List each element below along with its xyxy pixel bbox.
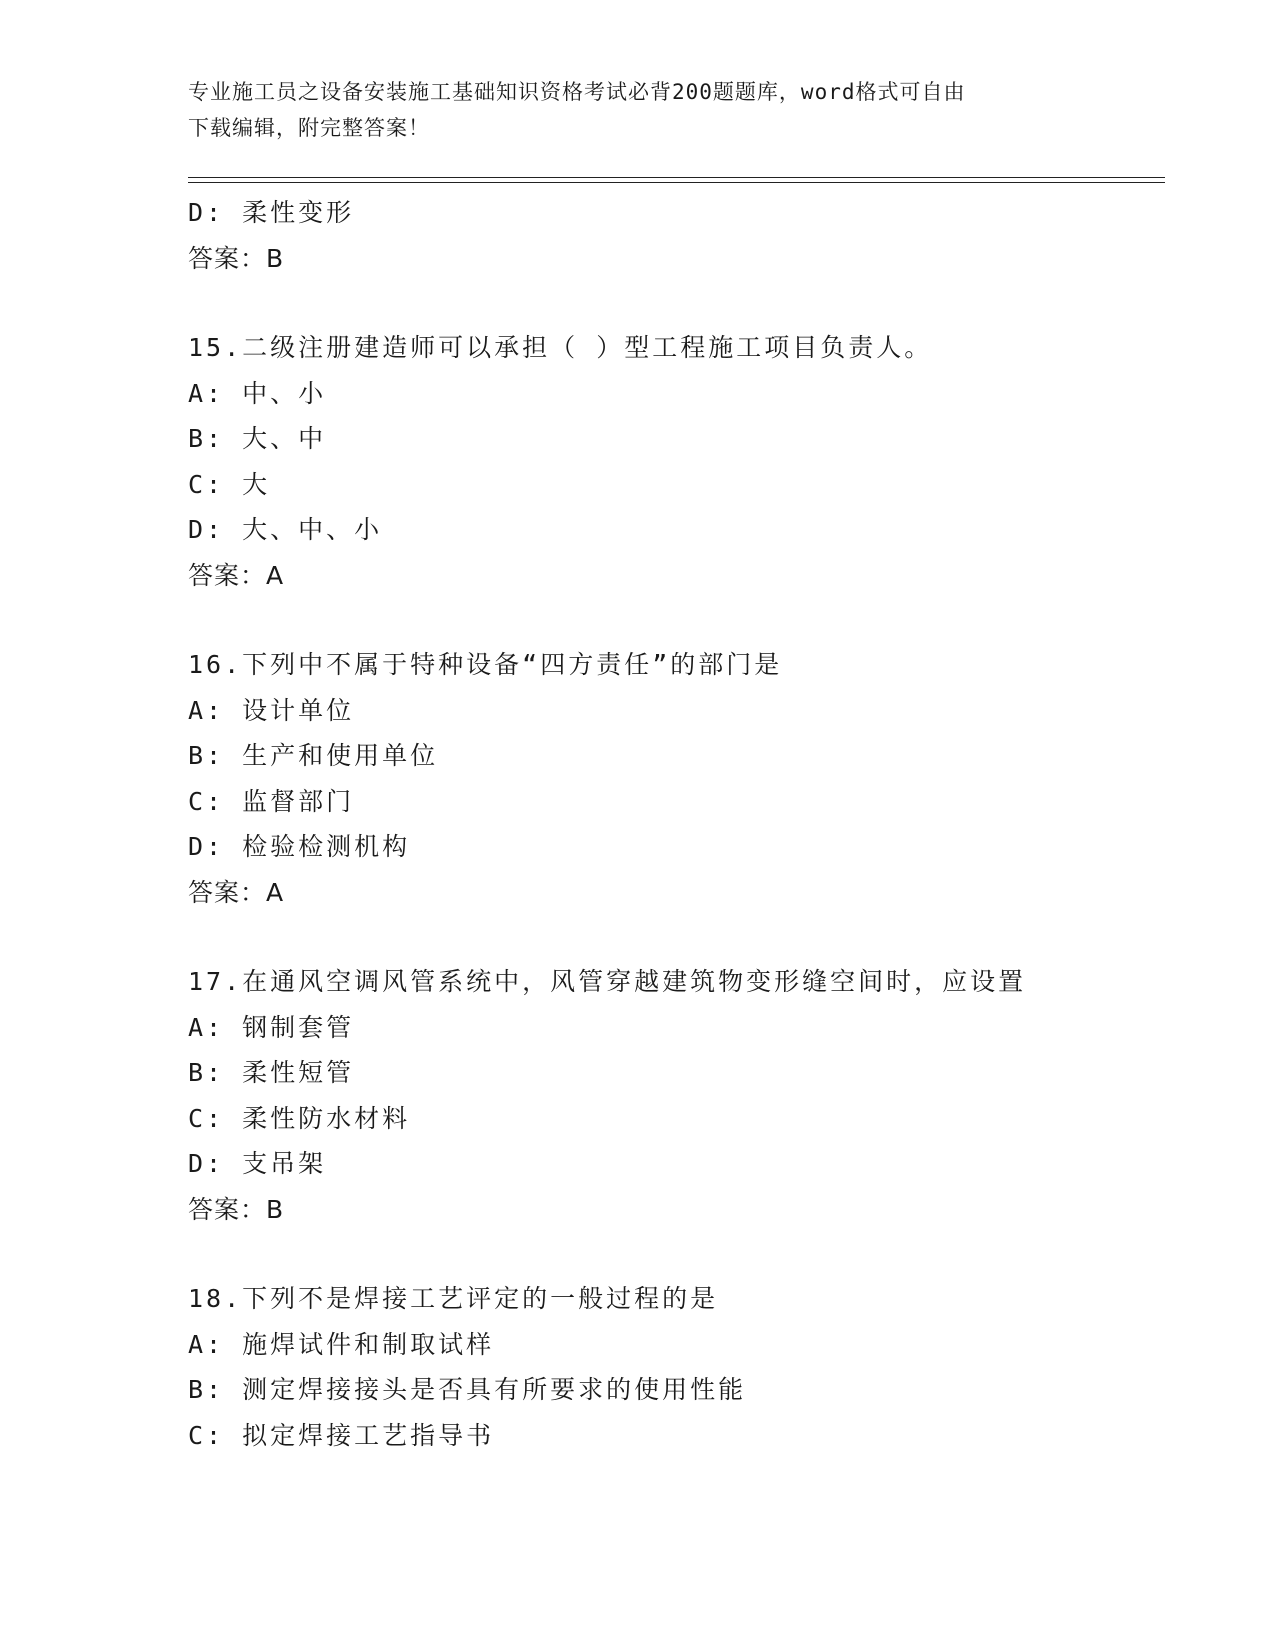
- header-divider-bottom: [188, 182, 1165, 183]
- question-stem: 18.下列不是焊接工艺评定的一般过程的是: [188, 1284, 719, 1313]
- option-c: C: 监督部门: [188, 786, 355, 816]
- option-a: A: 施焊试件和制取试样: [188, 1329, 495, 1359]
- option-d: D: 柔性变形: [188, 198, 355, 227]
- document-header: [188, 74, 1088, 146]
- option-b: B: 大、中: [188, 424, 327, 453]
- option-a: A: 钢制套管: [188, 1012, 355, 1042]
- option-c: C: 大: [188, 469, 271, 499]
- answer-line: 答案：B: [188, 1194, 285, 1224]
- answer-line: 答案：B: [188, 243, 285, 273]
- option-c: C: 拟定焊接工艺指导书: [188, 1420, 495, 1450]
- header-line-2: 下载编辑，附完整答案！: [188, 116, 430, 140]
- question-16: [188, 642, 1168, 915]
- question-15: [188, 325, 1168, 598]
- question-18: [188, 1276, 1168, 1458]
- option-b: B: 测定焊接接头是否具有所要求的使用性能: [188, 1375, 747, 1404]
- option-c: C: 柔性防水材料: [188, 1103, 411, 1133]
- option-d: D: 支吊架: [188, 1149, 327, 1178]
- option-a: A: 设计单位: [188, 695, 355, 725]
- option-a: A: 中、小: [188, 378, 327, 408]
- question-list: [188, 190, 1168, 1458]
- header-divider-top: [188, 177, 1165, 178]
- question-stem: 17.在通风空调风管系统中，风管穿越建筑物变形缝空间时，应设置: [188, 967, 1027, 996]
- option-d: D: 大、中、小: [188, 515, 383, 544]
- question-stem: 15.二级注册建造师可以承担（ ）型工程施工项目负责人。: [188, 333, 933, 362]
- option-b: B: 生产和使用单位: [188, 741, 439, 770]
- answer-line: 答案：A: [188, 560, 285, 590]
- question-17: [188, 959, 1168, 1232]
- question-stem: 16.下列中不属于特种设备“四方责任”的部门是: [188, 650, 783, 679]
- option-d: D: 检验检测机构: [188, 832, 411, 861]
- header-line-1: 专业施工员之设备安装施工基础知识资格考试必背200题题库，word格式可自由: [188, 80, 966, 104]
- option-b: B: 柔性短管: [188, 1058, 355, 1087]
- answer-line: 答案：A: [188, 877, 285, 907]
